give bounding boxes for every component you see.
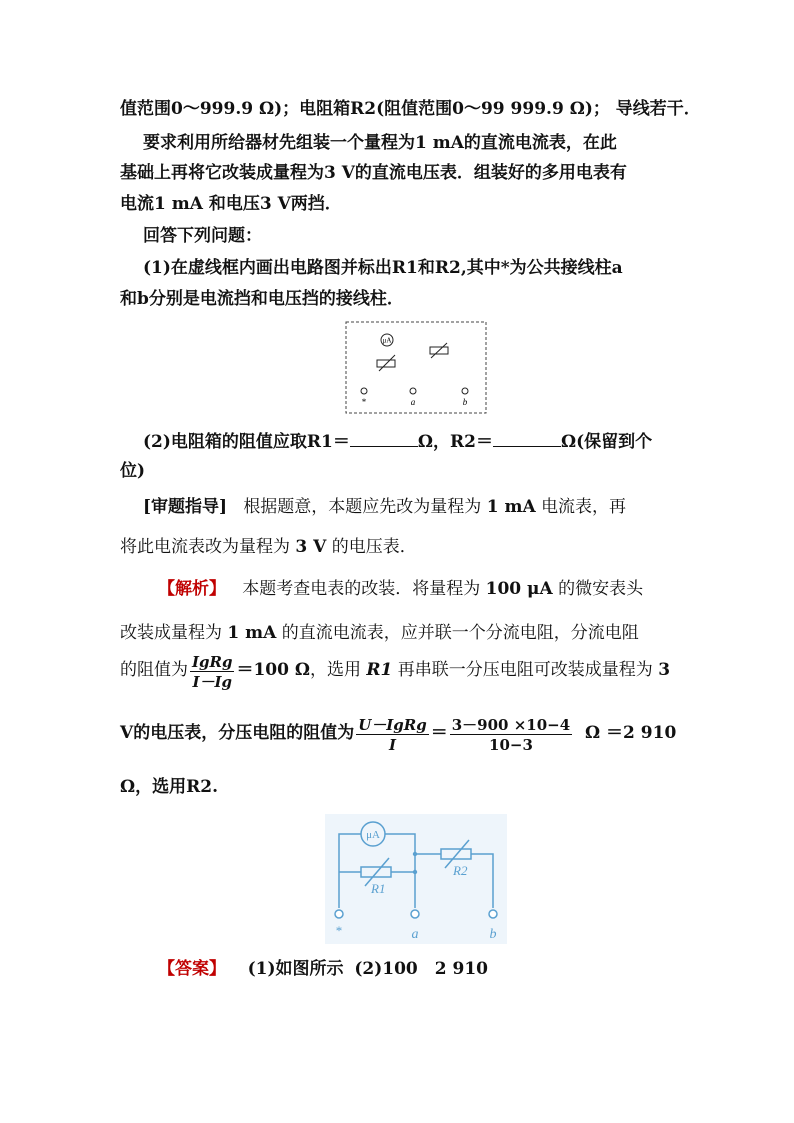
analysis-line-5: Ω，选用R2. [120,777,219,797]
text-line-5: 回答下列问题： [143,226,262,246]
answer-tag: 【答案】 [158,959,226,979]
svg-text:a: a [410,397,416,407]
analysis-line-4: V的电压表，分压电阻的阻值为 $\frac{\text{U－IgRg}}{I}$ ＝ $\frac{3-900 \times 10-4}{10-3}$ Ω ＝2 910 [120,716,677,754]
question-1-cont: 和b分别是电流挡和电压挡的接线柱． [120,289,404,309]
hint-tag: [审题指导] [143,497,228,517]
circuit-solution-figure [325,814,507,944]
svg-text:R1: R1 [371,881,386,896]
svg-text:R2: R2 [453,863,468,878]
terminal-b-icon [462,388,468,394]
question-1: (1)在虚线框内画出电路图并标出R1和R2,其中*为公共接线柱a [143,258,623,278]
resistor-range-text: 值范围0～999.9 Ω)；电阻箱R2(阻值范围0～99 999.9 Ω)； 导线若干． [120,99,701,119]
microammeter-icon: μA [366,829,380,841]
text-line-2: 要求利用所给器材先组装一个量程为1 mA的直流电流表，在此 [143,133,617,153]
text-line-1 [120,98,701,120]
terminal-a-icon [410,388,416,394]
svg-text:a: a [411,927,419,942]
formula-divider-value: $\frac{3-900 \times 10-4}{10-3}$ [451,716,571,754]
answer-blank-r1 [350,432,418,447]
text-line-4: 电流1 mA 和电压3 V两挡． [120,194,342,214]
answer-line: 【答案】 (1)如图所示 (2)100 2 910 [158,959,488,979]
answer-blank-r2 [493,432,561,447]
analysis-line-2: 改装成量程为 1 mA 的直流电流表，应并联一个分流电阻，分流电阻 [120,623,639,643]
hint-line-2: 将此电流表改为量程为 3 V 的电压表． [120,537,417,557]
question-2: (2)电阻箱的阻值应取R1＝ Ω，R2＝ Ω(保留到个 [143,432,653,452]
microammeter-icon: μA [382,336,392,345]
analysis-line-3: 的阻值为 $\frac{\text{IgRg}}{I-Ig}$ ＝100 Ω，选用 R1 再串联一分压电阻可改装成量程为 3 [120,653,671,691]
circuit-blank-figure [345,321,487,414]
analysis-tag: 【解析】 [158,579,226,599]
svg-text:b: b [489,927,497,942]
question-2-cont: 位) [120,461,146,481]
svg-text:*: * [361,397,367,407]
analysis-line-1: 【解析】 本题考查电表的改装．将量程为 100 μA 的微安表头 [158,579,644,599]
terminal-common-icon [361,388,367,394]
svg-text:*: * [335,923,343,938]
formula-divider-resistance: $\frac{\text{U－IgRg}}{I}$ [358,716,427,754]
svg-text:b: b [462,397,468,407]
formula-shunt-resistance: $\frac{\text{IgRg}}{I-Ig}$ [192,653,233,691]
text-line-3: 基础上再将它改装成量程为3 V的直流电压表．组装好的多用电表有 [120,163,627,183]
hint-line: [审题指导] 根据题意，本题应先改为量程为 1 mA 电流表，再 [143,497,627,517]
